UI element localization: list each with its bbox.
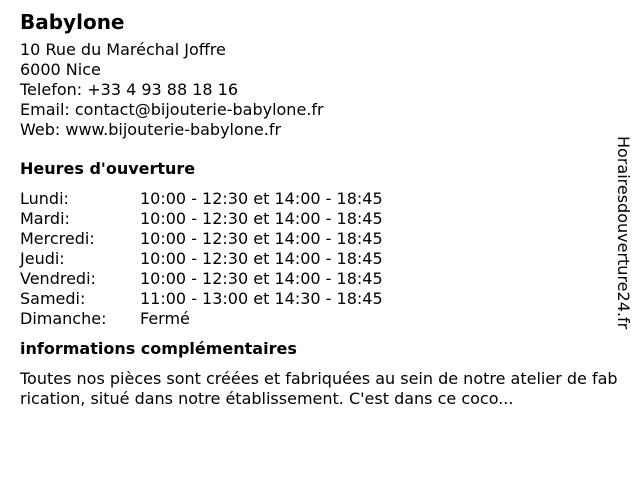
hours-time: 10:00 - 12:30 et 14:00 - 18:45 xyxy=(140,209,383,228)
hours-time: 11:00 - 13:00 et 14:30 - 18:45 xyxy=(140,289,383,308)
additional-info-heading: informations complémentaires xyxy=(20,339,297,358)
business-card xyxy=(20,8,630,409)
hours-time: 10:00 - 12:30 et 14:00 - 18:45 xyxy=(140,249,383,268)
website-line: Web: www.bijouterie-babylone.fr xyxy=(20,120,282,139)
opening-hours-table xyxy=(20,189,630,329)
opening-hours-heading: Heures d'ouverture xyxy=(20,159,196,178)
hours-row-vendredi xyxy=(20,269,630,289)
hours-row-jeudi xyxy=(20,249,630,269)
business-name: Babylone xyxy=(20,10,125,34)
address-block xyxy=(20,40,630,140)
hours-day: Samedi: xyxy=(20,289,86,308)
hours-row-dimanche xyxy=(20,309,630,329)
hours-row-mardi xyxy=(20,209,630,229)
hours-day: Jeudi: xyxy=(20,249,65,268)
hours-row-samedi xyxy=(20,289,630,309)
hours-row-lundi xyxy=(20,189,630,209)
postal-city: 6000 Nice xyxy=(20,60,101,79)
hours-time: 10:00 - 12:30 et 14:00 - 18:45 xyxy=(140,269,383,288)
hours-day: Dimanche: xyxy=(20,309,107,328)
email-line: Email: contact@bijouterie-babylone.fr xyxy=(20,100,324,119)
street-address: 10 Rue du Maréchal Joffre xyxy=(20,40,226,59)
hours-time: 10:00 - 12:30 et 14:00 - 18:45 xyxy=(140,229,383,248)
hours-day: Mercredi: xyxy=(20,229,95,248)
hours-time: 10:00 - 12:30 et 14:00 - 18:45 xyxy=(140,189,383,208)
hours-day: Mardi: xyxy=(20,209,70,228)
additional-info-text: Toutes nos pièces sont créées et fabriquées au sein de notre atelier de fabrication, situé dans notre établissement. C'est dans ce coco... xyxy=(20,369,618,408)
hours-day: Lundi: xyxy=(20,189,69,208)
hours-day: Vendredi: xyxy=(20,269,96,288)
phone-line: Telefon: +33 4 93 88 18 16 xyxy=(20,80,239,99)
side-brand-watermark: Horairesdouverture24.fr xyxy=(614,136,633,330)
hours-time: Fermé xyxy=(140,309,190,328)
hours-row-mercredi xyxy=(20,229,630,249)
